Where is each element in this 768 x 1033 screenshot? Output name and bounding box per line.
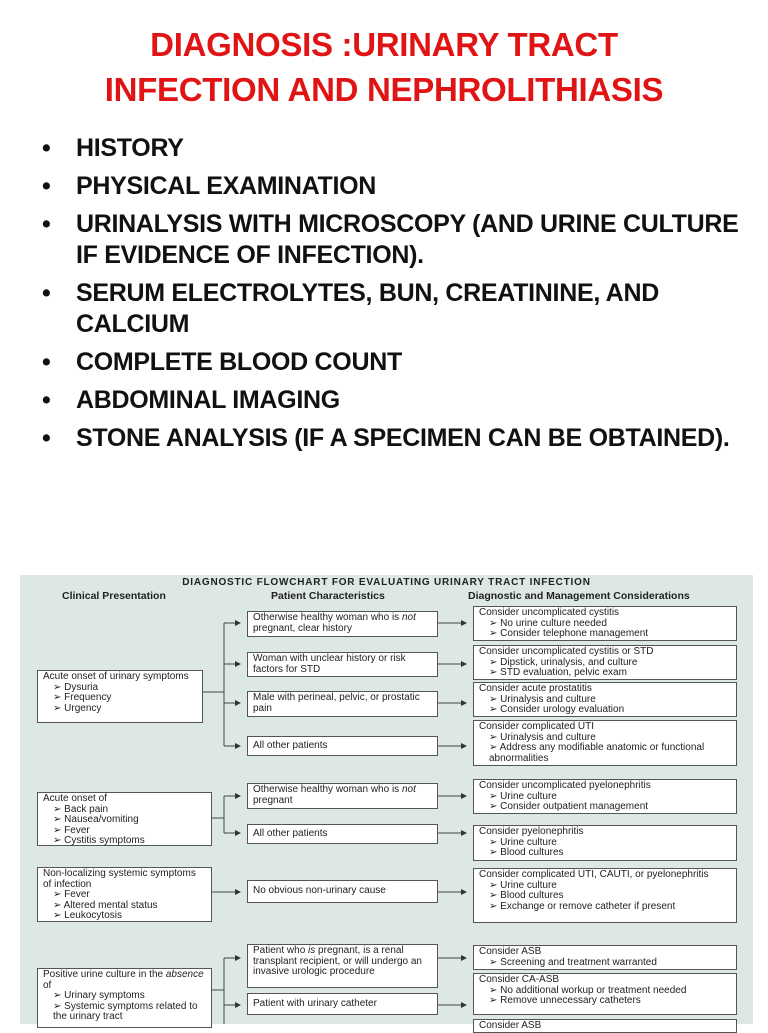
- patient-box-healthy-woman-2: Otherwise healthy woman who is not pregnant: [247, 783, 438, 809]
- slide-title: [0, 22, 768, 112]
- patient-box-unclear-history: Woman with unclear history or risk factors for STD: [247, 652, 438, 677]
- list-item: ➢ Blood cultures: [489, 847, 564, 858]
- mgmt-head: Consider CA-ASB: [479, 974, 560, 985]
- list-item: ➢ Frequency: [53, 692, 112, 703]
- bullet-list: [40, 133, 750, 461]
- list-item: ➢ Urinary symptoms: [53, 990, 145, 1001]
- clinical-head: Non-localizing systemic symptoms of infection: [43, 868, 196, 890]
- bullet-item: [40, 133, 750, 164]
- bullet-text: ABDOMINAL IMAGING: [76, 386, 340, 414]
- clinical-head: Positive urine culture in the absence of: [43, 969, 204, 991]
- list-item: ➢ Consider outpatient management: [489, 801, 649, 812]
- patient-box-healthy-woman: Otherwise healthy woman who is not pregnant, clear history: [247, 611, 438, 637]
- bullet-item: [40, 423, 750, 454]
- bullet-icon: •: [42, 210, 51, 238]
- bullet-text: HISTORY: [76, 134, 184, 162]
- list-item: ➢ STD evaluation, pelvic exam: [489, 667, 627, 678]
- patient-box-pregnant: Patient who is pregnant, is a renal transplant recipient, or will undergo an invasive urologic procedure: [247, 944, 438, 988]
- bullet-text: STONE ANALYSIS (IF A SPECIMEN CAN BE OBTAINED).: [76, 424, 730, 452]
- list-item: ➢ Cystitis symptoms: [53, 835, 145, 846]
- mgmt-box-uncomplicated-cystitis: [473, 606, 737, 641]
- bullet-text: PHYSICAL EXAMINATION: [76, 172, 377, 200]
- list-item: ➢ Urgency: [53, 702, 102, 714]
- clinical-head: Acute onset of urinary symptoms: [43, 671, 189, 682]
- list-item: ➢ Leukocytosis: [53, 910, 122, 921]
- bullet-icon: •: [42, 134, 51, 162]
- mgmt-head: Consider uncomplicated cystitis or STD: [479, 646, 654, 657]
- patient-box-male: Male with perineal, pelvic, or prostatic pain: [247, 691, 438, 717]
- mgmt-head: Consider ASB: [479, 946, 542, 957]
- list-item: ➢ Urinalysis and culture: [489, 693, 596, 705]
- mgmt-head: Consider pyelonephritis: [479, 826, 584, 837]
- column-header-management: Diagnostic and Management Considerations: [468, 590, 690, 602]
- list-item: ➢ Dipstick, urinalysis, and culture: [489, 656, 638, 668]
- flowchart-title: DIAGNOSTIC FLOWCHART FOR EVALUATING URINARY TRACT INFECTION: [182, 577, 591, 588]
- bullet-item: [40, 171, 750, 202]
- column-header-clinical: Clinical Presentation: [62, 590, 166, 602]
- mgmt-box-asb: [473, 945, 737, 970]
- mgmt-box-complicated-uti-cauti: [473, 868, 737, 923]
- bullet-item: [40, 347, 750, 378]
- list-item: ➢ Screening and treatment warranted: [489, 956, 657, 968]
- list-item: ➢ Systemic symptoms related to the urinary tract: [53, 1000, 198, 1022]
- mgmt-head: Consider uncomplicated cystitis: [479, 607, 620, 618]
- bullet-icon: •: [42, 348, 51, 376]
- list-item: ➢ Consider telephone management: [489, 628, 649, 639]
- list-item: ➢ Fever: [53, 889, 90, 900]
- column-header-patient: Patient Characteristics: [271, 590, 385, 602]
- bullet-item: [40, 385, 750, 416]
- clinical-box-positive-culture: [37, 968, 212, 1028]
- mgmt-box-asb-2: [473, 1019, 737, 1033]
- clinical-box-urinary: [37, 670, 203, 723]
- mgmt-head: Consider complicated UTI, CAUTI, or pyelonephritis: [479, 869, 709, 880]
- diagnostic-flowchart: [20, 575, 753, 1031]
- list-item: ➢ Blood cultures: [489, 890, 564, 901]
- bullet-icon: •: [42, 279, 51, 307]
- clinical-box-systemic: [37, 867, 212, 922]
- list-item: ➢ Exchange or remove catheter if present: [489, 900, 676, 912]
- clinical-head: Acute onset of: [43, 793, 107, 804]
- mgmt-box-pyelonephritis: [473, 825, 737, 861]
- mgmt-box-prostatitis: [473, 682, 737, 717]
- patient-box-all-other-2: All other patients: [247, 824, 438, 844]
- list-item: ➢ Altered mental status: [53, 899, 158, 911]
- list-item: ➢ Urine culture: [489, 790, 557, 802]
- patient-box-no-nonurinary-cause: No obvious non-urinary cause: [247, 880, 438, 903]
- bullet-item: [40, 278, 750, 340]
- mgmt-box-cystitis-or-std: [473, 645, 737, 680]
- bullet-icon: •: [42, 424, 51, 452]
- list-item: ➢ Dysuria: [53, 681, 99, 693]
- list-item: ➢ No urine culture needed: [489, 617, 607, 629]
- slide-title-line-2: INFECTION AND NEPHROLITHIASIS: [104, 71, 664, 108]
- list-item: ➢ No additional workup or treatment needed: [489, 984, 687, 996]
- mgmt-head: Consider acute prostatitis: [479, 683, 592, 694]
- list-item: ➢ Back pain: [53, 803, 109, 815]
- bullet-icon: •: [42, 386, 51, 414]
- mgmt-head: Consider uncomplicated pyelonephritis: [479, 780, 651, 791]
- list-item: ➢ Fever: [53, 824, 90, 836]
- clinical-box-back-pain: [37, 792, 212, 846]
- list-item: ➢ Urine culture: [489, 879, 557, 891]
- patient-box-all-other: All other patients: [247, 736, 438, 756]
- mgmt-box-ca-asb: [473, 973, 737, 1015]
- mgmt-box-complicated-uti: [473, 720, 737, 766]
- list-item: ➢ Remove unnecessary catheters: [489, 995, 641, 1006]
- list-item: ➢ Urine culture: [489, 836, 557, 848]
- patient-box-catheter: Patient with urinary catheter: [247, 993, 438, 1015]
- mgmt-head: Consider complicated UTI: [479, 721, 595, 732]
- list-item: ➢ Urinalysis and culture: [489, 731, 596, 743]
- slide-title-line-1: DIAGNOSIS :URINARY TRACT: [150, 26, 618, 63]
- list-item: ➢ Address any modifiable anatomic or functional abnormalities: [489, 742, 705, 764]
- mgmt-head: Consider ASB: [479, 1020, 542, 1031]
- bullet-text: URINALYSIS WITH MICROSCOPY (AND URINE CULTURE IF EVIDENCE OF INFECTION).: [76, 210, 739, 269]
- bullet-text: SERUM ELECTROLYTES, BUN, CREATININE, AND CALCIUM: [76, 279, 659, 338]
- bullet-text: COMPLETE BLOOD COUNT: [76, 348, 402, 376]
- mgmt-box-uncomplicated-pyelonephritis: [473, 779, 737, 814]
- bullet-icon: •: [42, 172, 51, 200]
- list-item: ➢ Nausea/vomiting: [53, 814, 139, 825]
- bullet-item: [40, 209, 750, 271]
- list-item: ➢ Consider urology evaluation: [489, 704, 625, 715]
